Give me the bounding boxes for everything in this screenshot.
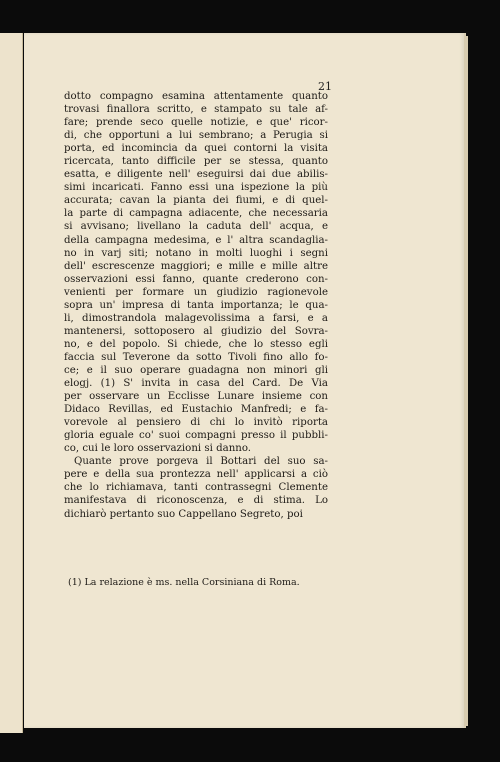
text-line: dell' escrescenze maggiori; e mille e mille altre	[64, 260, 328, 272]
text-line: faccia sul Teverone da sotto Tivoli fino allo fo-	[64, 351, 328, 363]
paragraph-2	[64, 455, 328, 520]
footnote: (1) La relazione è ms. nella Corsiniana di Roma.	[68, 577, 300, 588]
text-line: elogj. (1) S' invita in casa del Card. De Via	[64, 378, 328, 390]
text-line: ricercata, tanto difficile per se stessa, quanto	[64, 156, 328, 168]
text-line: accurata; cavan la pianta dei fiumi, e di quel-	[64, 195, 328, 207]
text-line: fare; prende seco quelle notizie, e que' ricor-	[64, 117, 328, 129]
text-line: pere e della sua prontezza nell' applicarsi a ciò	[64, 469, 328, 481]
text-line: porta, ed incomincia da quei contorni la visita	[64, 143, 328, 155]
text-line: per osservare un Ecclisse Lunare insieme con	[64, 391, 328, 403]
text-line: simi incaricati. Fanno essi una ispezione la più	[64, 182, 328, 194]
text-line: manifestava di riconoscenza, e di stima. Lo	[64, 495, 328, 507]
text-line: ce; e il suo operare guadagna non minori gli	[64, 364, 328, 376]
text-line: dotto compagno esamina attentamente quanto	[64, 91, 328, 102]
text-line: no, e del popolo. Si chiede, che lo stesso egli	[64, 338, 328, 350]
page-number: 21	[318, 80, 332, 93]
text-line: dichiarò pertanto suo Cappellano Segreto, poi	[64, 508, 303, 520]
text-line: di, che opportuni a lui sembrano; a Perugia si	[64, 130, 328, 142]
text-line: che lo richiamava, tanti contrassegni Clemente	[64, 482, 328, 494]
page-fore-edge	[464, 36, 468, 726]
text-line: trovasi finallora scritto, e stampato su tale af-	[64, 104, 328, 116]
text-line: sopra un' impresa di tanta importanza; le qua-	[64, 299, 328, 311]
text-line: vorevole al pensiero di chi lo invitò riporta	[64, 417, 328, 429]
facing-page-edge	[0, 33, 23, 733]
text-line: no in varj siti; notano in molti luoghi i segni	[64, 247, 328, 259]
paragraph-1	[64, 90, 328, 455]
text-line: osservazioni essi fanno, quante crederono con-	[64, 273, 328, 285]
text-line: Didaco Revillas, ed Eustachio Manfredi; e fa-	[64, 404, 328, 416]
text-line: venienti per formare un giudizio ragionevole	[64, 286, 328, 298]
text-line: la parte di campagna adiacente, che necessaria	[64, 208, 328, 220]
text-line: della campagna medesima, e l' altra scandaglia-	[64, 234, 328, 246]
body-text	[64, 90, 328, 521]
text-line: mantenersi, sottoposero al giudizio del Sovra-	[64, 325, 328, 337]
text-line: si avvisano; livellano la caduta dell' acqua, e	[64, 221, 328, 233]
text-line: gloria eguale co' suoi compagni presso il pubbli-	[64, 430, 328, 442]
text-line: esatta, e diligente nell' eseguirsi dai due abilis-	[64, 169, 328, 181]
text-line: li, dimostrandola malagevolissima a farsi, e a	[64, 312, 328, 324]
text-line: co, cui le loro osservazioni si danno.	[64, 443, 252, 455]
text-line: Quante prove porgeva il Bottari del suo sa-	[74, 456, 328, 468]
